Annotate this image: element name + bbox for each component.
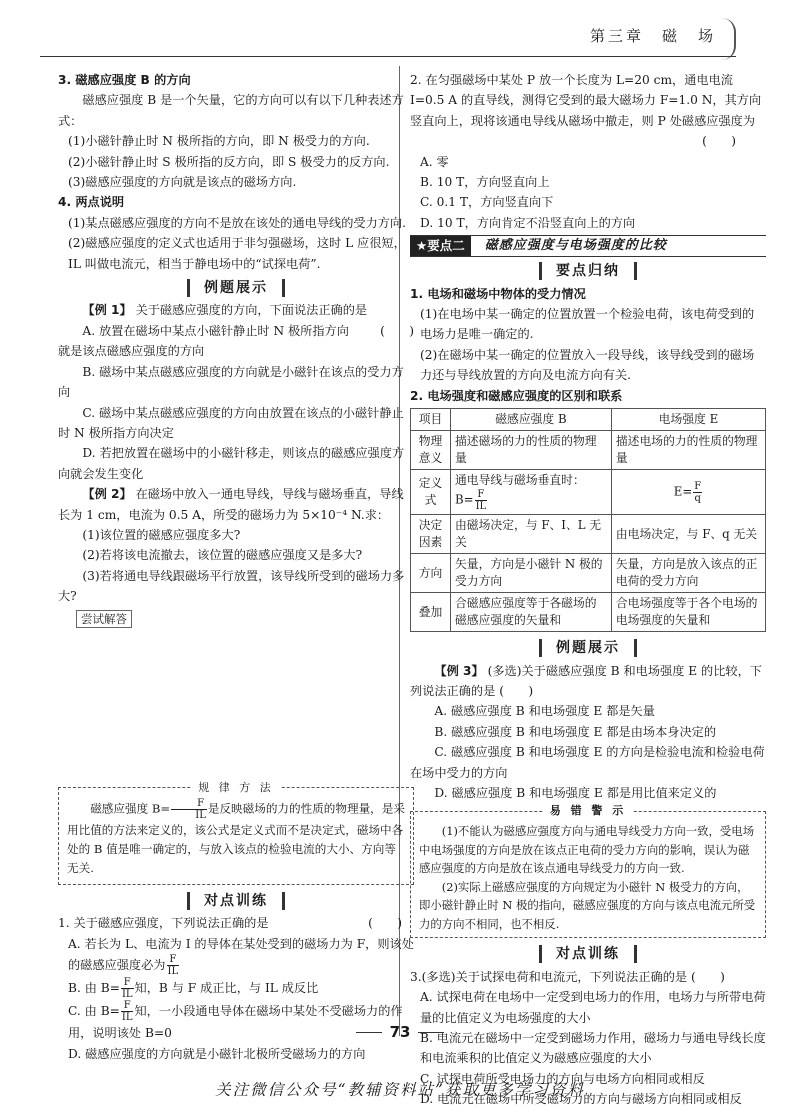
example-2-item-1: (1)该位置的磁感应强度多大?	[82, 527, 241, 542]
fraction-numerator: F	[121, 1000, 134, 1012]
table-cell: 描述磁场的力的性质的物理量	[451, 431, 612, 470]
option-c-pre: C. 由 B=	[68, 1004, 120, 1019]
answer-paren: ( )	[702, 134, 736, 149]
table-cell: 合磁感应强度等于各磁场的磁感应强度的矢量和	[451, 593, 612, 632]
e-formula-lhs: E=	[673, 484, 693, 499]
question-2-paren-row	[410, 131, 766, 151]
table-row-key: 方向	[411, 554, 451, 593]
summary-2-title: 2. 电场强度和磁感应强度的区别和联系	[410, 388, 623, 403]
fraction-numerator: F	[475, 489, 488, 501]
method-title: 规 律 方 法	[192, 778, 280, 797]
question-2-option-b: B. 10 T，方向竖直向上	[420, 175, 550, 190]
example-header	[58, 278, 414, 298]
question-1-text: 1. 关于磁感应强度，下列说法正确的是	[58, 916, 269, 931]
fraction-numerator: F	[167, 954, 180, 966]
practice-header-label: 对点训练	[187, 892, 285, 910]
table-cell: 合电场强度等于各个电场的电场强度的矢量和	[611, 593, 765, 632]
answer-paren: ( )	[380, 323, 414, 338]
summary-header-label: 要点归纳	[539, 262, 637, 280]
warning-box	[410, 804, 766, 938]
table-row	[411, 554, 766, 593]
example-3-label: 【例 3】	[434, 663, 484, 678]
chapter-title: 第三章 磁 场	[589, 27, 716, 45]
summary-1-item-1: (1)在电场中某一确定的位置放置一个检验电荷，该电荷受到的电场力是唯一确定的.	[420, 307, 755, 342]
table-row-key: 物理意义	[411, 431, 451, 470]
try-answer-label: 尝试解答	[76, 610, 132, 628]
table-cell	[611, 470, 765, 515]
table-row-key: 叠加	[411, 593, 451, 632]
option-c-post: 知，一小段通电导体在磁场中某处不受磁场力的作用，说明该处 B=0	[68, 1004, 403, 1041]
option-b-pre: B. 由 B=	[68, 981, 120, 996]
fraction-denominator: IL	[121, 1012, 133, 1024]
example-1-option-b: B. 磁场中某点磁感应强度的方向就是小磁针在该点的受力方向	[58, 364, 404, 400]
question-2-text: 2. 在匀强磁场中某处 P 放一个长度为 L=20 cm，通电电流 I=0.5 A 的直导线，测得它受到的最大磁场力 F=1.0 N，其方向竖直向上，现将该通电导线从磁场中撤走，则 P 处磁感应强度为	[410, 73, 762, 128]
example-3-option-c: C. 磁感应强度 B 和电场强度 E 的方向是检验电流和检验电荷在场中受力的方向	[410, 745, 765, 780]
example-3-stem	[410, 661, 766, 702]
table-header-cell: 电场强度 E	[611, 409, 765, 431]
section-4-title: 4. 两点说明	[58, 195, 125, 210]
example-header-label: 例题展示	[539, 639, 637, 657]
option-c-fraction	[121, 1000, 134, 1023]
try-answer-row	[58, 609, 414, 629]
example-2-label: 【例 2】	[82, 487, 132, 502]
table-header-row	[411, 409, 766, 431]
example-1-option-a: A. 放置在磁场中某点小磁针静止时 N 极所指方向就是该点磁感应强度的方向	[58, 323, 349, 359]
fraction-denominator: IL	[121, 989, 133, 1001]
question-3-option-a: A. 试探电荷在电场中一定受到电场力的作用，电场力与所带电荷量的比值定义为电场强度的大小	[420, 990, 766, 1025]
example-1-stem	[58, 300, 414, 338]
b-formula-fraction	[475, 489, 488, 512]
question-2-option-d: D. 10 T，方向肯定不沿竖直向上的方向	[420, 215, 636, 230]
question-3-option-b: B. 电流元在磁场中一定受到磁场力作用，磁场力与通电导线长度和电流乘积的比值定义为磁感应强度的大小	[420, 1030, 766, 1066]
example-1-text: 关于磁感应强度的方向，下面说法正确的是	[135, 303, 368, 318]
fraction-numerator: F	[121, 977, 134, 989]
example-3-text: (多选)关于磁感应强度 B 和电场强度 E 的比较，下列说法正确的是	[410, 663, 762, 698]
right-column	[410, 70, 766, 1110]
table-cell	[451, 470, 612, 515]
answer-paren: ( )	[499, 683, 534, 698]
table-row	[411, 515, 766, 554]
table-row	[411, 593, 766, 632]
page-number	[0, 1022, 800, 1042]
page-header	[0, 18, 800, 58]
b-formula-lhs: B=	[455, 492, 474, 507]
fraction-numerator: F	[694, 480, 702, 492]
method-text-pre: 磁感应强度 B=	[90, 801, 171, 816]
summary-1-item-2: (2)在磁场中某一确定的位置放入一段导线，该导线受到的磁场力还与导线放置的方向及电流方向有关.	[420, 347, 755, 383]
method-text	[67, 798, 405, 878]
warning-item-1: (1)不能认为磁感应强度方向与通电导线受力方向一致，受电场中电场强度的方向是放在该点正电荷的受力方向的影响，误认为磁感应强度的方向是放在该点通电导线受力的方向一致.	[419, 824, 755, 876]
table-header-cell: 项目	[411, 409, 451, 431]
footer-note: 关注微信公众号“教辅资料站”获取更多学习资料	[215, 1081, 585, 1099]
header-rule	[40, 56, 736, 57]
comparison-table	[410, 408, 766, 632]
definition-note: 通电导线与磁场垂直时：	[455, 473, 585, 488]
example-header-label: 例题展示	[187, 279, 285, 297]
example-header	[410, 638, 766, 658]
question-2-option-a: A. 零	[420, 154, 449, 169]
practice-header	[58, 891, 414, 911]
warning-item-2: (2)实际上磁感应强度的方向规定为小磁针 N 极受力的方向，即小磁针静止时 N 极的指向，磁感应强度的方向与该点电流元所受力的方向不相同，也不相反.	[419, 879, 756, 931]
page-number-dash-left	[356, 1032, 382, 1033]
example-3-option-a: A. 磁感应强度 B 和电场强度 E 都是矢量	[434, 704, 655, 719]
practice-header	[410, 944, 766, 964]
example-3-option-b: B. 磁感应强度 B 和电场强度 E 都是由场本身决定的	[434, 724, 717, 739]
table-header-cell: 磁感应强度 B	[451, 409, 612, 431]
question-1-stem	[58, 913, 414, 933]
fraction-denominator: q	[694, 492, 701, 504]
example-2-item-2: (2)若将该电流撤去，该位置的磁感应强度又是多大?	[82, 548, 363, 563]
summary-1-title: 1. 电场和磁场中物体的受力情况	[410, 286, 586, 301]
question-1-option-a	[58, 934, 414, 977]
section-3-title: 3. 磁感应强度 B 的方向	[58, 73, 191, 87]
e-formula-fraction	[693, 481, 702, 504]
section-3-item-1: (1)小磁针静止时 N 极所指的方向，即 N 极受力的方向.	[68, 134, 370, 149]
question-3-option-d: D. 电流元在磁场中所受磁场力的方向与磁场方向相同或相反	[420, 1092, 742, 1107]
question-1-option-d: D. 磁感应强度的方向就是小磁针北极所受磁场力的方向	[68, 1046, 366, 1061]
section-4-item-2: (2)磁感应强度的定义式也适用于非匀强磁场，这时 L 应很短，IL 叫做电流元，相当于静电场中的“试探电荷”.	[68, 236, 406, 271]
question-3-option-c: C. 试探电荷所受电场力的方向与电场方向相同或相反	[420, 1071, 705, 1086]
key-point-2-bar	[410, 235, 766, 257]
b-formula	[455, 489, 607, 512]
answer-space[interactable]	[58, 629, 414, 781]
method-fraction	[171, 798, 207, 821]
key-point-2-tag: ★要点二	[410, 236, 471, 256]
method-text-post: 是反映磁场的力的性质的物理量，是采用比值的方法来定义的，该公式是定义式而不是决定式，磁场中各处的 B 值是唯一确定的，与放入该点的检验电流的大小、方向等无关.	[67, 801, 405, 875]
question-1-option-b	[58, 977, 414, 1000]
table-cell: 矢量，方向是小磁针 N 极的受力方向	[451, 554, 612, 593]
question-2-option-c: C. 0.1 T，方向竖直向下	[420, 195, 554, 210]
fraction-numerator: F	[171, 798, 207, 810]
table-cell: 由磁场决定，与 F、I、L 无关	[451, 515, 612, 554]
fraction-denominator: IL	[167, 966, 179, 978]
question-3-text: 3.(多选)关于试探电荷和电流元，下列说法正确的是	[410, 969, 688, 984]
table-row-key: 决定因素	[411, 515, 451, 554]
key-point-2-title: 磁感应强度与电场强度的比较	[484, 238, 667, 254]
section-3-intro: 磁感应强度 B 是一个矢量，它的方向可以有以下几种表述方式：	[58, 93, 404, 128]
table-row-key: 定义式	[411, 470, 451, 515]
option-a-fraction	[167, 954, 180, 977]
fraction-denominator: IL	[195, 809, 206, 821]
method-box	[58, 780, 414, 885]
section-3-item-2: (2)小磁针静止时 S 极所指的反方向，即 S 极受力的反方向.	[68, 154, 390, 169]
table-cell: 由电场决定，与 F、q 无关	[611, 515, 765, 554]
example-1-label: 【例 1】	[82, 303, 132, 318]
page-number-dash-right	[418, 1032, 444, 1033]
example-2-item-3: (3)若将通电导线跟磁场平行放置，该导线所受到的磁场力多大?	[58, 568, 405, 604]
example-1-option-c: C. 磁场中某点磁感应强度的方向由放置在该点的小磁针静止时 N 极所指方向决定	[58, 405, 404, 440]
left-column	[58, 70, 414, 1064]
header-curve-ornament	[722, 18, 736, 60]
option-b-fraction	[121, 977, 134, 1000]
warning-title: 易 错 警 示	[544, 802, 633, 821]
table-cell: 描述电场的力的性质的物理量	[611, 431, 765, 470]
option-a-text: A. 若长为 L、电流为 I 的导体在某处受到的磁场力为 F，则该处的磁感应强度必为	[68, 936, 414, 973]
option-b-post: 知，B 与 F 成正比，与 IL 成反比	[134, 981, 319, 996]
table-cell: 矢量，方向是放入该点的正电荷的受力方向	[611, 554, 765, 593]
example-2-text: 在磁场中放入一通电导线，导线与磁场垂直，导线长为 1 cm，电流为 0.5 A，所受的磁场力为 5×10⁻⁴ N.求：	[58, 487, 404, 522]
example-3-option-d: D. 磁感应强度 B 和电场强度 E 都是用比值来定义的	[434, 785, 717, 800]
summary-header	[410, 261, 766, 281]
section-3-item-3: (3)磁感应强度的方向就是该点的磁场方向.	[68, 175, 297, 190]
table-row	[411, 431, 766, 470]
answer-paren: ( )	[690, 969, 725, 984]
section-4-item-1: (1)某点磁感应强度的方向不是放在该处的通电导线的受力方向.	[68, 215, 407, 230]
practice-header-label: 对点训练	[539, 945, 637, 963]
fraction-denominator: IL	[475, 501, 487, 513]
question-2-stem	[410, 70, 766, 131]
page-number-value: 73	[389, 1023, 411, 1041]
question-3-stem	[410, 967, 766, 987]
answer-paren: ( )	[368, 916, 402, 931]
table-row	[411, 470, 766, 515]
example-2-stem	[58, 484, 414, 525]
example-1-option-d: D. 若把放置在磁场中的小磁针移走，则该点的磁感应强度方向就会发生变化	[58, 446, 405, 481]
